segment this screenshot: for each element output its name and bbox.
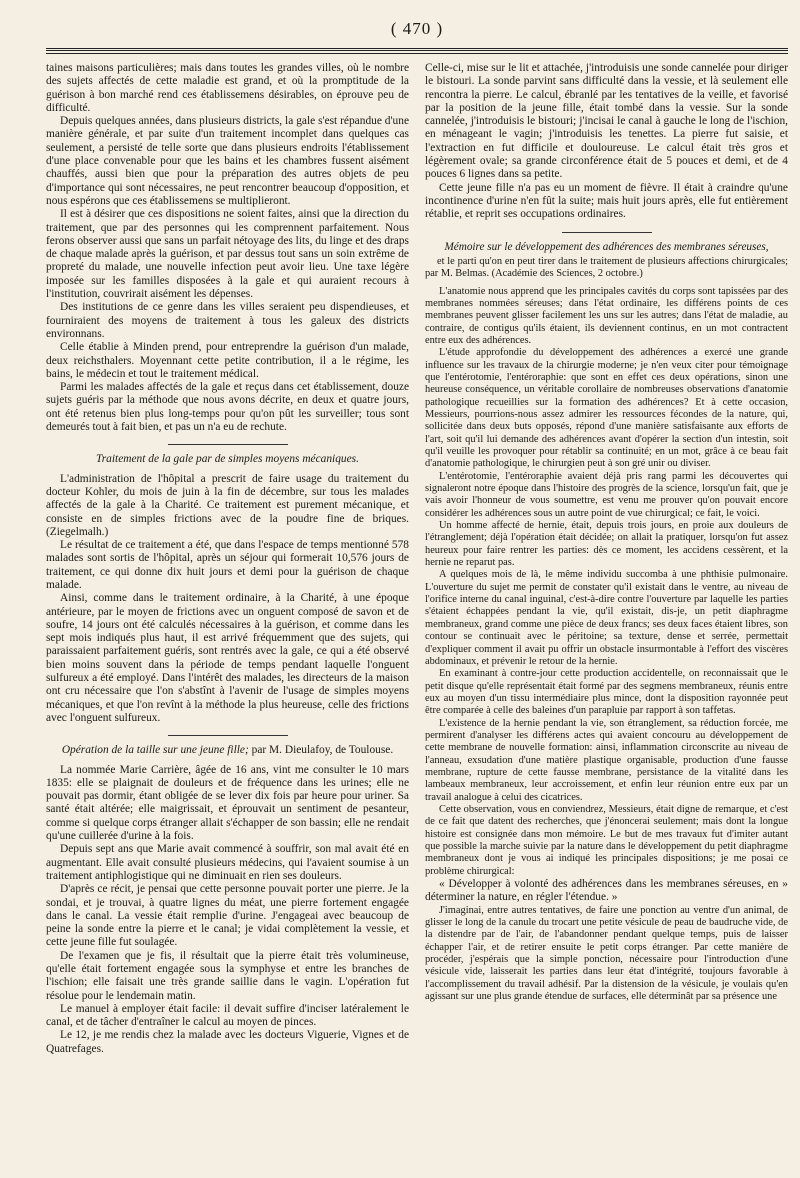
paragraph: L'administration de l'hôpital a prescrit de faire usage du traitement du docteur Kohler, du mois de juin à la fin de décembre, sur tous les malades affectés de la gale à la Charité. Ce traitement est purement mécanique, et consiste en de simples frictions avec de la poudre fine de briques. (Ziegelmalh.) bbox=[46, 472, 409, 538]
paragraph: Des institutions de ce genre dans les villes seraient peu dispendieuses, et fourniraient des moyens de traitement à tous les galeux des districts environnans. bbox=[46, 301, 409, 340]
paragraph: Le manuel à employer était facile: il devait suffire d'inciser latéralement le canal, et de tâcher d'entraîner le calcul au moyen de pinces. bbox=[46, 1002, 409, 1029]
paragraph: Cette jeune fille n'a pas eu un moment de fièvre. Il était à craindre qu'une incontinence d'urine n'en fût la suite; mais huit jours après, elle fut entièrement rétablie, et reprit ses occupations ordinaires. bbox=[425, 181, 788, 221]
memoir-title: Mémoire sur le développement des adhérences des membranes séreuses, bbox=[444, 240, 769, 253]
paragraph: Un homme affecté de hernie, était, depuis trois jours, en proie aux douleurs de l'étranglement; déjà l'opération était décidée; on allait la pratiquer, lorsqu'on fut assez heureux pour faire rentrer les parties: dès ce moment, les accidens cessèrent, et la hernie ne reparut pas. bbox=[425, 520, 788, 569]
paragraph: Il est à désirer que ces dispositions ne soient faites, ainsi que la direction du traitement, que par des personnes qui les comprennent parfaitement. Nous ferons observer aussi que sans un parfait nétoyage des lits, du linge et des draps de chaque malade après la guérison, et par dessus tout sans un soin extrême de propreté du malade, une nouvelle infection peut avoir lieu. Une taxe légère imposée sur les familles disposées à la gale et qui auraient recours à l'institution, couvrirait aisément les dépenses. bbox=[46, 208, 409, 301]
page-number: ( 470 ) bbox=[390, 19, 444, 38]
right-column bbox=[425, 62, 788, 1160]
paragraph: taines maisons particulières; mais dans toutes les grandes villes, où le nombre des sujets affectés de cette maladie est grand, et où la promptitude de la guérison à bon marché rend ces établissemens désirables, on éprouve peu de difficulté. bbox=[46, 62, 409, 114]
section-author: par M. Dieulafoy, de Toulouse. bbox=[248, 744, 394, 757]
paragraph: D'après ce récit, je pensai que cette personne pouvait porter une pierre. Je la sondai, et je trouvai, à quatre lignes du méat, une pierre fortement engagée dans le canal. La vessie était remplie d'urine. J'engageai avec beaucoup de peine la sonde entre la pierre et le canal; je vidai complètement la vessie, et cette jeune fille fut soulagée. bbox=[46, 883, 409, 949]
block-quote: « Développer à volonté des adhérences dans les membranes séreuses, en » déterminer la nature, en régler l'étendue. » bbox=[425, 878, 788, 904]
section-title-italic: Opération de la taille sur une jeune fille; bbox=[61, 744, 249, 757]
section-title: Traitement de la gale par de simples moyens mécaniques. bbox=[96, 453, 359, 466]
paragraph: Depuis quelques années, dans plusieurs districts, la gale s'est répandue d'une manière générale, et par suite d'un traitement incomplet dans quelques cas seulement, a persisté de telle sorte que dans plusieurs endroits l'établissement d'une place convenable pour que les bains et les chambres fussent aisément chauffés, aussi bien que pour la préparation des autres objets de peu d'importance qui sont nécessaires, ne peut rencontrer beaucoup d'opposition, et nous espérons que ces établissemens se multiplieront. bbox=[46, 115, 409, 207]
paragraph: De l'examen que je fis, il résultait que la pierre était très volumineuse, qu'elle était fortement engagée sous la symphyse et entre les branches de l'ischion; elle faisait une très grande saillie dans le vagin. L'opération fut résolue pour le lendemain matin. bbox=[46, 949, 409, 1002]
section-separator bbox=[562, 232, 652, 233]
paragraph: Parmi les malades affectés de la gale et reçus dans cet établissement, douze sujets guéris par la méthode que nous avons décrite, en deux et quatre jours, ont été retenus bien plus long-temps pour qu'on pût les surveiller; tous sont demeurés tout à fait bien, et pas un n'a eu de rechute. bbox=[46, 381, 409, 434]
paragraph: Celle établie à Minden prend, pour entreprendre la guérison d'un malade, deux reichsthalers. Moyennant cette petite contribution, il a le régime, les bains, le médecin et tout le traitement médical. bbox=[46, 341, 409, 380]
paragraph: Cette observation, vous en conviendrez, Messieurs, était digne de remarque, et c'est de ce fait que datent des recherches, que j'énoncerai seulement; mais dont la longue histoire est consignée dans mon mémoire. Le but de mes travaux fut d'imiter autant que possible la marche suivie par la nature dans le développement du petit diaphragme membraneux dont je vous ai indiqué les principales dispositions; je me posai ce problème chirurgical: bbox=[425, 803, 788, 877]
paragraph: Le 12, je me rendis chez la malade avec les docteurs Viguerie, Vignes et de Quatrefages. bbox=[46, 1029, 409, 1055]
paragraph: L'existence de la hernie pendant la vie, son étranglement, sa réduction forcée, me permirent d'analyser les différens actes qui avaient concouru au développement de cette membrane de nouvelle formation: ainsi, inflammation circonscrite au niveau de l'anneau, exsudation d'une matière plastique organisable, production d'une fausse membrane, rupture de cette fausse membrane, persistance de la vitalité dans les lambeaux membraneux, leur accroissement, et enfin leur réunion entre eux par un travail analogue à celui des cicatrices. bbox=[425, 717, 788, 803]
paragraph: J'imaginai, entre autres tentatives, de faire une ponction au ventre d'un animal, de glisser le long de la canule du trocart une petite vésicule de peau de baudruche vide, de la distendre par de l'air, de l'abandonner pendant quelque temps, puis de laisser échapper l'air, et de retirer ensuite le petit corps étranger. Par cette manière de procéder, j'espérais que la simple ponction, nécessaire pour l'introduction d'une vésicule vide, laisserait les parties dans leur état d'intégrité, toujours favorable à l'accomplissement du travail adhésif. Par la distension de la vésicule, je voulais qu'en agissant sur une plus grande étendue de surfaces, elle déterminât par sa présence une bbox=[425, 904, 788, 1003]
paragraph: Ainsi, comme dans le traitement ordinaire, à la Charité, à une époque antérieure, par le moyen de frictions avec un onguent composé de savon et de soufre, 14 jours ont été calculés nécessaires à la guérison, et comme dans les sept mois indiqués plus haut, il est arrivé fréquemment que des sujets, qui paraissaient parfaitement guéris, sont rentrés avec la gale, ce qui a été observé bien moins souvent dans la période de temps pendant laquelle l'onguent sulfureux a été employé. Dans l'intérêt des malades, les directeurs de la maison ont cru nécessaire que l'on s'abstînt à l'avenir de l'usage de simples moyens mécaniques, et que l'on revînt à la méthode la plus heureuse, celle des frictions avec l'onguent sulfureux. bbox=[46, 592, 409, 724]
paragraph: L'anatomie nous apprend que les principales cavités du corps sont tapissées par des membranes nommées séreuses; dans l'état ordinaire, les différens points de ces membranes peuvent glisser facilement les uns sur les autres; dans l'état de maladie, au contraire, de contigus qu'ils étaient, ils deviennent continus, en un mot contractent entre eux des adhérences. bbox=[425, 285, 788, 346]
paragraph: L'étude approfondie du développement des adhérences a exercé une grande influence sur les travaux de la chirurgie moderne; je n'en veux citer pour témoignage que l'entérotomie, l'entéroraphie: que sont en effet ces deux opérations, sinon une heureuse conséquence, un véritable corollaire de nombreuses observations d'anatomie pathologique recueillies sur la formation des adhérences? Et à cette occasion, Messieurs, pourrions-nous assez admirer les ressources fécondes de la nature, qui, sollicitée dans deux buts opposés, répond d'une manière satisfaisante aux efforts de l'art, soit qu'il lui demande des adhérences avant d'opérer la section d'un intestin, soit qu'il veuille les provoquer pour rétablir sa continuité; en un mot, grâce à ce beau fait d'anatomie pathologique, le chirurgien peut à son gré unir ou diviser. bbox=[425, 347, 788, 470]
paragraph: En examinant à contre-jour cette production accidentelle, on reconnaissait que le petit disque qu'elle représentait était formé par des segmens membraneux, réunis entre eux au moyen d'un tissu intermédiaire plus mince, dont la disposition rayonnée peut être comparée à celle des baleines d'un parapluie par rapport à son taffetas. bbox=[425, 668, 788, 717]
paragraph: A quelques mois de là, le même individu succomba à une phthisie pulmonaire. L'ouverture du sujet me permit de constater qu'il existait dans le ventre, au niveau de l'orifice interne du canal inguinal, c'est-à-dire contre l'ouverture par laquelle les parties s'étaient échappées pendant la vie, qu'il existait, dis-je, un petit diaphragme membraneux, grand comme une pièce de deux francs; ses deux faces étaient libres, son contour se continuait avec le péritoine; sa texture, dense et serrée, permettait d'expliquer comment il avait pu offrir un obstacle insurmontable à l'effort des viscères abdominaux, et prévenir le retour de la hernie. bbox=[425, 569, 788, 667]
paragraph: Depuis sept ans que Marie avait commencé à souffrir, son mal avait été en augmentant. Elle avait consulté plusieurs médecins, qui l'avaient soumise à un traitement antiphlogistique qui ne diminuait en rien ses douleurs. bbox=[46, 843, 409, 882]
paragraph: Le résultat de ce traitement a été, que dans l'espace de temps mentionné 578 malades sont sortis de l'hôpital, après un séjour qui formerait 10,576 jours de traitement, ce qui donne dix huit jours et demi pour la guérison de chaque malade. bbox=[46, 539, 409, 591]
paragraph: La nommée Marie Carrière, âgée de 16 ans, vint me consulter le 10 mars 1835: elle se plaignait de douleurs et de fréquence dans les urines; elle ne pouvait pas dormir, étant obligée de se lever dix fois par heure pour uriner. Sa santé était altérée; elle maigrissait, et éprouvait un sentiment de pesanteur, comme si quelque corps étranger allait s'échapper de son bassin; elle ne rendait qu'une cuillerée d'urine à la fois. bbox=[46, 763, 409, 843]
text-columns bbox=[46, 62, 788, 1160]
paragraph: L'entérotomie, l'entéroraphie avaient déjà pris rang parmi les découvertes qui signaleront notre époque dans l'histoire des progrès de la science, lorsqu'un fait, que je vais avoir l'honneur de vous soumettre, est venu me prouver qu'on pouvait encore considérer les adhérences sous un autre point de vue chirurgical; ce fait, le voici. bbox=[425, 470, 788, 519]
section-title bbox=[46, 744, 409, 757]
header-rule bbox=[46, 48, 788, 54]
section-separator bbox=[168, 735, 288, 736]
memoir-subtitle: et le parti qu'on en peut tirer dans le traitement de plusieurs affections chirurgicales; par M. Belmas. (Académie des Sciences, 2 octobre.) bbox=[425, 255, 788, 280]
paragraph: Celle-ci, mise sur le lit et attachée, j'introduisis une sonde cannelée pour diriger le bistouri. La sonde parvint sans difficulté dans la vessie, et là seulement elle rencontra la pierre. Le calcul, ébranlé par les tentatives de la veille, et favorisé par la position de la jeune fille, était tombé dans la vessie. Sur la sonde cannelée, j'introduisis le bistouri; j'incisai le canal à gauche le long de l'ischion, en ménageant le vagin; j'introduisis les tenettes. La pierre fut saisie, et l'extraction en fut difficile et douloureuse. Le calcul était très gros et légèrement ovale; sa grande circonférence était de 5 pouces et demi, et de 4 pouces 6 lignes dans sa petite. bbox=[425, 62, 788, 181]
section-separator bbox=[168, 444, 288, 445]
left-column bbox=[46, 62, 409, 1160]
